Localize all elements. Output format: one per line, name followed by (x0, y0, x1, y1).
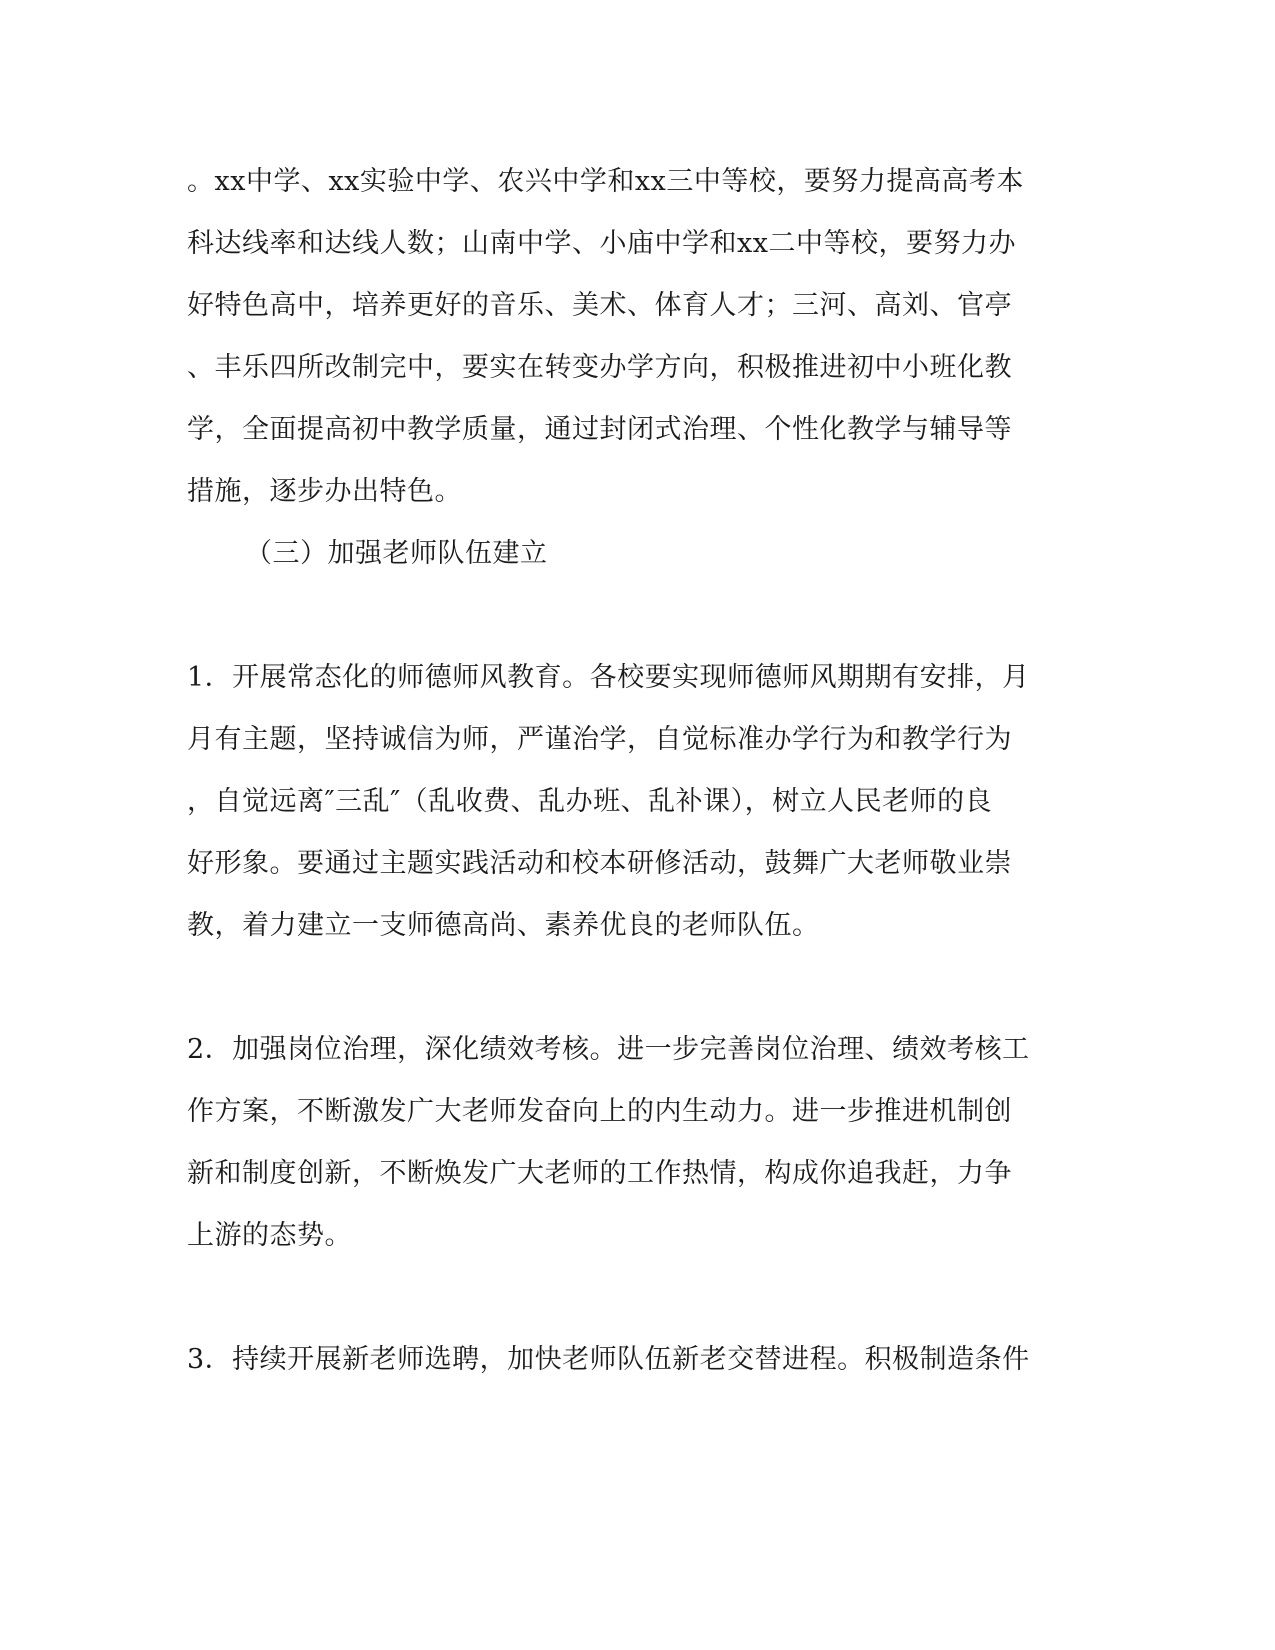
text-line: 好形象。要通过主题实践活动和校本研修活动，鼓舞广大老师敬业崇 (187, 848, 1012, 879)
text-line: ，自觉远离″三乱″（乱收费、乱办班、乱补课），树立人民老师的良 (187, 786, 993, 817)
text-line: 好特色高中，培养更好的音乐、美术、体育人才；三河、高刘、官亭 (187, 290, 1012, 321)
text-line: 作方案，不断激发广大老师发奋向上的内生动力。进一步推进机制创 (187, 1096, 1012, 1127)
text-line: 3．持续开展新老师选聘，加快老师队伍新老交替进程。积极制造条件 (187, 1344, 1030, 1375)
text-line: 教，着力建立一支师德高尚、素养优良的老师队伍。 (187, 910, 820, 941)
text-line: 科达线率和达线人数；山南中学、小庙中学和xx二中等校，要努力办 (187, 228, 1016, 259)
text-line: 学，全面提高初中教学质量，通过封闭式治理、个性化教学与辅导等 (187, 414, 1012, 445)
text-line: 1．开展常态化的师德师风教育。各校要实现师德师风期期有安排，月 (187, 662, 1030, 693)
text-line: 新和制度创新，不断焕发广大老师的工作热情，构成你追我赶，力争 (187, 1158, 1012, 1189)
text-line: 。xx中学、xx实验中学、农兴中学和xx三中等校，要努力提高高考本 (187, 166, 1024, 197)
text-line: 上游的态势。 (187, 1220, 352, 1251)
text-line: 措施，逐步办出特色。 (187, 476, 462, 507)
text-line: 、丰乐四所改制完中，要实在转变办学方向，积极推进初中小班化教 (187, 352, 1012, 383)
section-heading: （三）加强老师队伍建立 (245, 538, 548, 569)
text-line: 月有主题，坚持诚信为师，严谨治学，自觉标准办学行为和教学行为 (187, 724, 1012, 755)
text-line: 2．加强岗位治理，深化绩效考核。进一步完善岗位治理、绩效考核工 (187, 1034, 1030, 1065)
